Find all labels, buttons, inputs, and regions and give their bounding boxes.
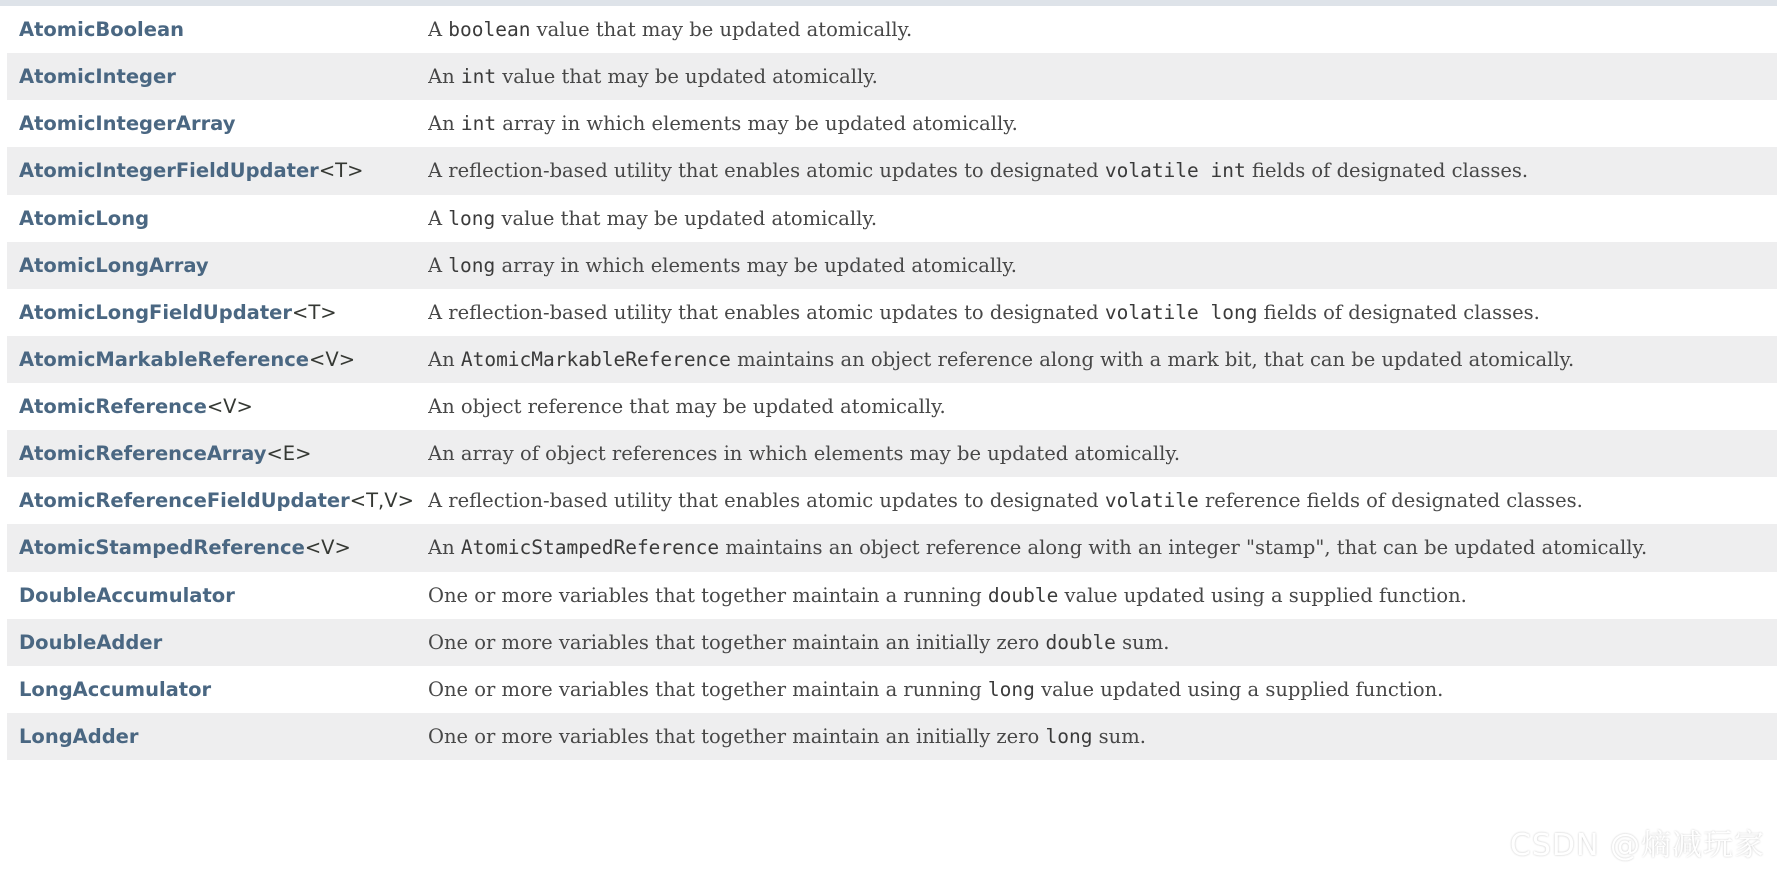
class-link[interactable]: AtomicLongArray [19,253,209,277]
description-text: A reflection-based utility that enables atomic updates to designated [428,159,1105,183]
class-name-cell [7,442,428,465]
class-name-cell [7,348,428,371]
class-description-cell [428,584,1777,607]
class-description-cell [428,442,1777,465]
description-text: An [428,112,461,136]
class-name-cell [7,489,428,512]
table-row [7,524,1777,571]
description-text: A [428,206,449,230]
description-text: sum. [1092,724,1146,748]
class-name-cell [7,301,428,324]
class-description-cell [428,65,1777,88]
class-link[interactable]: LongAccumulator [19,677,212,701]
table-row [7,572,1777,619]
class-link[interactable]: AtomicIntegerFieldUpdater [19,159,319,183]
code-fragment: boolean [448,18,531,42]
csdn-watermark: CSDN @熵减玩家 [1509,828,1765,863]
class-name-cell [7,395,428,418]
table-row [7,242,1777,289]
class-link[interactable]: AtomicLongFieldUpdater [19,300,292,324]
class-link[interactable]: DoubleAccumulator [19,583,235,607]
class-description-cell [428,395,1777,418]
class-name-cell [7,65,428,88]
code-fragment: int [460,65,497,89]
class-name-cell [7,631,428,654]
description-text: A reflection-based utility that enables atomic updates to designated [428,489,1105,513]
table-row [7,147,1777,194]
description-text: maintains an object reference along with a mark bit, that can be updated atomically. [730,347,1575,371]
description-text: An [428,536,461,560]
description-text: value updated using a supplied function. [1034,677,1444,701]
code-fragment: long [448,206,496,230]
table-row [7,713,1777,760]
class-link[interactable]: AtomicReferenceFieldUpdater [19,489,350,513]
class-link[interactable]: AtomicBoolean [19,18,184,42]
code-fragment: double [1045,630,1116,654]
description-text: sum. [1115,630,1170,654]
table-row [7,383,1777,430]
description-text: One or more variables that together maintain an initially zero [428,724,1046,748]
class-description-cell [428,678,1777,701]
type-parameters: <V> [309,347,356,371]
code-fragment: volatile int [1104,159,1246,183]
table-row [7,666,1777,713]
code-fragment: double [987,583,1059,607]
class-name-cell [7,536,428,559]
class-description-cell [428,254,1777,277]
description-text: One or more variables that together maintain a running [428,583,988,607]
description-text: A [428,253,449,277]
table-row [7,336,1777,383]
code-fragment: AtomicMarkableReference [460,347,731,371]
type-parameters: <V> [304,536,351,560]
class-name-cell [7,18,428,41]
type-parameters: <E> [266,442,312,466]
code-fragment: long [987,677,1035,701]
code-fragment: volatile long [1104,300,1258,324]
description-text: value that may be updated atomically. [496,65,878,89]
description-text: array in which elements may be updated atomically. [496,112,1018,136]
class-description-cell [428,301,1777,324]
table-row [7,100,1777,147]
description-text: value that may be updated atomically. [530,18,913,42]
description-text: An [428,347,461,371]
class-description-cell [428,631,1777,654]
class-description-cell [428,18,1777,41]
class-link[interactable]: AtomicIntegerArray [19,112,236,136]
table-row [7,289,1777,336]
description-text: array in which elements may be updated atomically. [495,253,1017,277]
class-description-cell [428,536,1777,559]
class-link[interactable]: AtomicStampedReference [19,536,305,560]
type-parameters: <T> [291,300,337,324]
description-text: An object reference that may be updated atomically. [428,395,946,419]
table-row [7,195,1777,242]
class-link[interactable]: DoubleAdder [19,630,163,654]
code-fragment: long [448,253,496,277]
code-fragment: AtomicStampedReference [460,536,720,560]
class-description-cell [428,348,1777,371]
class-description-cell [428,725,1777,748]
code-fragment: int [460,112,497,136]
table-row [7,477,1777,524]
description-text: fields of designated classes. [1257,300,1540,324]
table-row [7,6,1777,53]
class-description-cell [428,159,1777,182]
class-link[interactable]: AtomicReference [19,395,207,419]
description-text: A reflection-based utility that enables atomic updates to designated [428,300,1105,324]
table-row [7,619,1777,666]
class-link[interactable]: AtomicMarkableReference [19,347,310,371]
type-parameters: <V> [206,395,253,419]
class-description-cell [428,112,1777,135]
class-name-cell [7,678,428,701]
description-text: One or more variables that together maintain an initially zero [428,630,1046,654]
description-text: An [428,65,461,89]
description-text: value that may be updated atomically. [495,206,878,230]
type-parameters: <T> [318,159,364,183]
class-name-cell [7,112,428,135]
code-fragment: long [1045,724,1093,748]
class-name-cell [7,725,428,748]
class-name-cell [7,159,428,182]
description-text: One or more variables that together maintain a running [428,677,988,701]
class-name-cell [7,207,428,230]
description-text: reference fields of designated classes. [1198,489,1583,513]
description-text: An array of object references in which elements may be updated atomically. [428,442,1181,466]
table-row [7,430,1777,477]
class-description-cell [428,489,1777,512]
class-summary-table [7,6,1777,760]
description-text: fields of designated classes. [1245,159,1529,183]
class-name-cell [7,254,428,277]
class-link[interactable]: AtomicInteger [19,65,176,89]
table-row [7,53,1777,100]
code-fragment: volatile [1104,489,1199,513]
class-description-cell [428,207,1777,230]
type-parameters: <T,V> [349,489,414,513]
description-text: A [428,18,449,42]
class-name-cell [7,584,428,607]
description-text: value updated using a supplied function. [1058,583,1467,607]
description-text: maintains an object reference along with an integer "stamp", that can be updated atomically. [719,536,1648,560]
class-link[interactable]: AtomicReferenceArray [19,442,267,466]
class-link[interactable]: AtomicLong [19,206,150,230]
class-link[interactable]: LongAdder [19,724,139,748]
